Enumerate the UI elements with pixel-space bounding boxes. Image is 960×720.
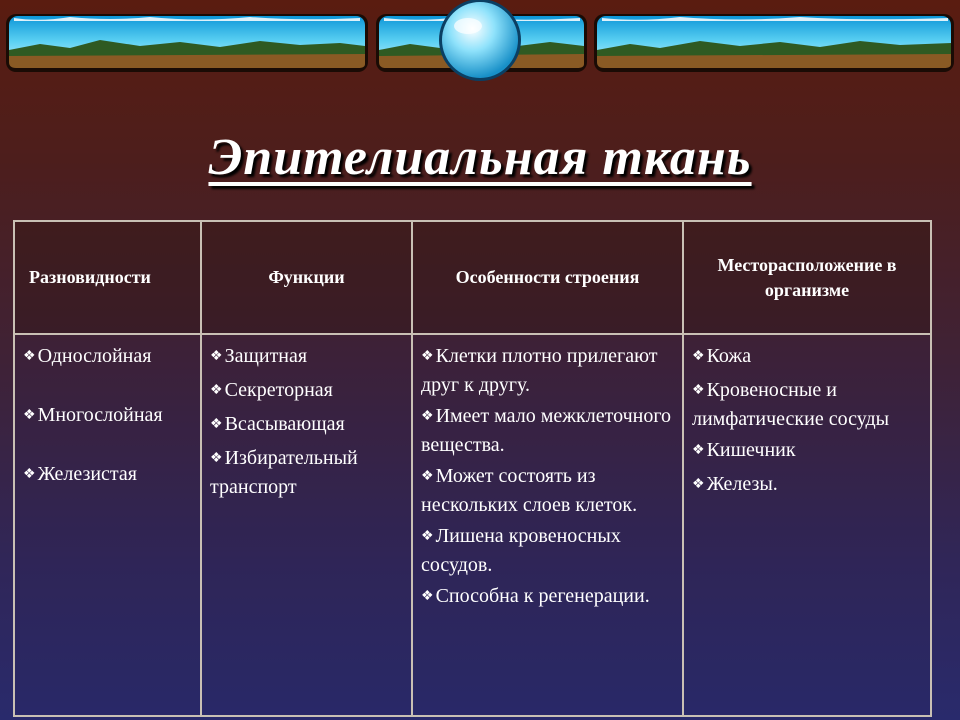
- list-item: [210, 445, 403, 500]
- page-title: Эпителиальная ткань: [208, 129, 752, 186]
- diamond-bullet-icon: ❖: [210, 349, 223, 364]
- list-item: [23, 343, 192, 372]
- list-item: [692, 343, 922, 372]
- diamond-bullet-icon: ❖: [421, 529, 434, 544]
- list-item-text: Всасывающая: [224, 413, 345, 435]
- list-item: [210, 377, 403, 406]
- header-location: Месторасположение в организме: [683, 221, 931, 334]
- list-item-text: Кожа: [706, 345, 752, 367]
- list-item: [421, 463, 674, 518]
- diamond-bullet-icon: ❖: [421, 589, 434, 604]
- diamond-bullet-icon: ❖: [210, 451, 223, 466]
- table-row: [14, 334, 931, 716]
- banner-panel-right: [594, 14, 954, 72]
- header-functions: Функции: [201, 221, 412, 334]
- list-item: [692, 437, 922, 466]
- diamond-bullet-icon: ❖: [210, 383, 223, 398]
- list-item-text: Кровеносные и лимфатические сосуды: [692, 379, 890, 430]
- list-item: [421, 403, 674, 458]
- diamond-bullet-icon: ❖: [692, 477, 705, 492]
- functions-list: [210, 343, 403, 500]
- list-item-text: Однослойная: [37, 345, 152, 367]
- diamond-bullet-icon: ❖: [421, 469, 434, 484]
- globe-orb-icon: [439, 0, 521, 81]
- epithelial-tissue-table: [13, 220, 932, 717]
- diamond-bullet-icon: ❖: [692, 349, 705, 364]
- structure-features-list: [421, 343, 674, 612]
- list-item-text: Имеет мало межклеточного вещества.: [421, 405, 672, 456]
- header-structure-features: Особенности строения: [412, 221, 683, 334]
- table-header-row: [14, 221, 931, 334]
- list-item: [23, 402, 192, 431]
- header-varieties: Разновидности: [14, 221, 201, 334]
- diamond-bullet-icon: ❖: [421, 409, 434, 424]
- decorative-landscape-banner: [0, 0, 960, 90]
- list-item: [210, 343, 403, 372]
- list-item-text: Железы.: [706, 473, 778, 495]
- cell-varieties: [14, 334, 201, 716]
- list-item: [210, 411, 403, 440]
- list-item: [692, 377, 922, 432]
- list-item-text: Избирательный транспорт: [210, 447, 358, 498]
- diamond-bullet-icon: ❖: [23, 408, 36, 423]
- diamond-bullet-icon: ❖: [210, 417, 223, 432]
- list-item-text: Секреторная: [224, 379, 333, 401]
- list-item-text: Железистая: [37, 463, 137, 485]
- list-item: [421, 583, 674, 612]
- diamond-bullet-icon: ❖: [692, 383, 705, 398]
- list-item: [23, 461, 192, 490]
- list-item: [421, 343, 674, 398]
- list-item-text: Может состоять из нескольких слоев клеток.: [421, 465, 638, 516]
- varieties-list: [23, 343, 192, 490]
- list-item-text: Клетки плотно прилегают друг к другу.: [421, 345, 658, 396]
- cell-structure-features: [412, 334, 683, 716]
- location-list: [692, 343, 922, 500]
- list-item-text: Защитная: [224, 345, 308, 367]
- diamond-bullet-icon: ❖: [23, 467, 36, 482]
- diamond-bullet-icon: ❖: [421, 349, 434, 364]
- diamond-bullet-icon: ❖: [692, 443, 705, 458]
- list-item-text: Кишечник: [706, 439, 796, 461]
- cell-functions: [201, 334, 412, 716]
- list-item-text: Многослойная: [37, 404, 163, 426]
- list-item: [692, 471, 922, 500]
- cell-location: [683, 334, 931, 716]
- list-item-text: Способна к регенерации.: [435, 585, 650, 607]
- diamond-bullet-icon: ❖: [23, 349, 36, 364]
- banner-panel-left: [6, 14, 368, 72]
- list-item: [421, 523, 674, 578]
- list-item-text: Лишена кровеносных сосудов.: [421, 525, 621, 576]
